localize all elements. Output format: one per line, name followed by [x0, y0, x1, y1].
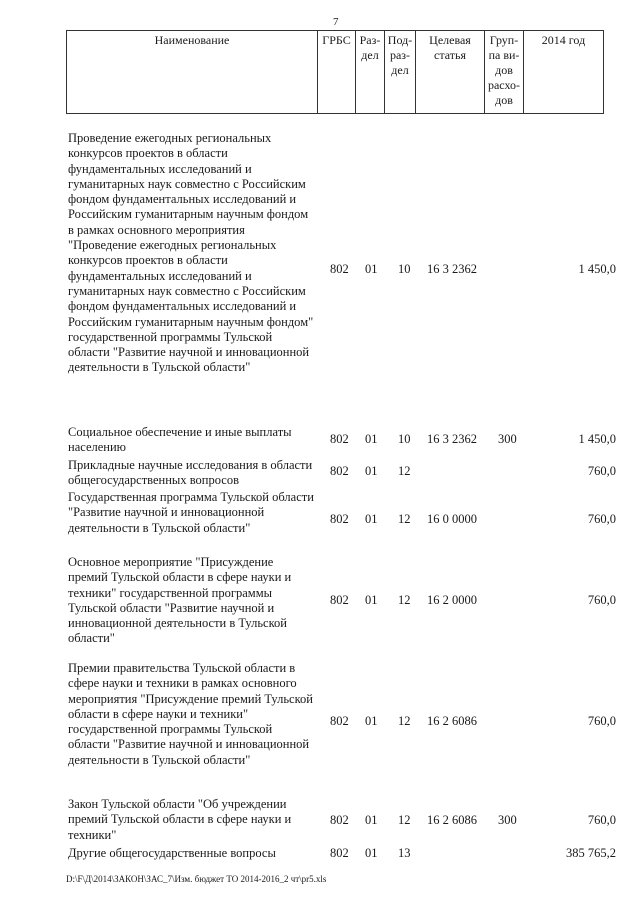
row-name: Закон Тульской области "Об учреждении премий Тульской области в сфере науки и техники" [68, 797, 292, 842]
row-sum: 760,0 [587, 464, 616, 478]
table-row [68, 490, 616, 552]
row-razdel: 01 [365, 714, 378, 728]
header-podrazdel: Под-раз-дел [385, 31, 416, 114]
row-grbs: 802 [330, 512, 349, 526]
row-sum: 760,0 [587, 593, 616, 607]
header-name: Наименование [67, 31, 318, 114]
row-tselevaya: 16 3 2362 [427, 432, 477, 446]
row-tselevaya: 16 2 6086 [427, 714, 477, 728]
row-tselevaya: 16 0 0000 [427, 512, 477, 526]
row-grbs: 802 [330, 464, 349, 478]
row-razdel: 01 [365, 464, 378, 478]
row-name: Проведение ежегодных региональных конкурсов проектов в области фундаментальных исследований и гуманитарных наук совместно с Российским фондом фундаментальных исследований и Российским гуманитарным научным фондом в рамках основного мероприятия "Проведение ежегодных региональных конкурсов проектов в области фундаментальных исследований и гуманитарных наук совместно с Российским фондом фундаментальных исследований и Российским гуманитарным научным фондом" государственной программы Тульской области "Развитие научной и инновационной деятельности в Тульской области" [68, 131, 314, 375]
row-podrazdel: 12 [398, 512, 411, 526]
row-podrazdel: 13 [398, 846, 411, 860]
row-sum: 1 450,0 [578, 432, 616, 446]
table-row [68, 846, 616, 862]
row-sum: 760,0 [587, 813, 616, 827]
header-year: 2014 год [524, 31, 604, 114]
file-path-footer: D:\F\Д\2014\ЗАКОН\ЗАС_7\Изм. бюджет ТО 2014-2016_2 чт\pr5.xls [66, 874, 327, 884]
row-vid: 300 [498, 432, 517, 446]
row-podrazdel: 12 [398, 464, 411, 478]
row-razdel: 01 [365, 593, 378, 607]
row-sum: 760,0 [587, 714, 616, 728]
table-row [68, 131, 616, 409]
row-podrazdel: 12 [398, 714, 411, 728]
row-name: Прикладные научные исследования в области общегосударственных вопросов [68, 458, 313, 488]
row-name: Другие общегосударственные вопросы [68, 846, 276, 860]
page-number: 7 [333, 16, 339, 28]
header-tselevaya: Целевая статья [416, 31, 485, 114]
row-podrazdel: 10 [398, 262, 411, 276]
table-header [66, 30, 604, 114]
table-row [68, 661, 616, 786]
header-grbs: ГРБС [318, 31, 356, 114]
row-name: Премии правительства Тульской области в сфере науки и техники в рамках основного мероприятия "Присуждение премий Тульской области в сфере науки и техники" государственной программы Тульской области "Развитие научной и инновационной деятельности в Тульской области" [68, 661, 313, 767]
header-gruppa: Груп-па ви-дов расхо-дов [485, 31, 524, 114]
header-razdel: Раз-дел [356, 31, 385, 114]
row-name: Социальное обеспечение и иные выплаты населению [68, 425, 292, 455]
row-razdel: 01 [365, 262, 378, 276]
row-grbs: 802 [330, 813, 349, 827]
row-sum: 385 765,2 [566, 846, 616, 860]
row-grbs: 802 [330, 714, 349, 728]
row-tselevaya: 16 2 0000 [427, 593, 477, 607]
row-grbs: 802 [330, 262, 349, 276]
row-grbs: 802 [330, 846, 349, 860]
row-razdel: 01 [365, 813, 378, 827]
table-row [68, 797, 616, 844]
table-row [68, 425, 616, 457]
row-podrazdel: 12 [398, 593, 411, 607]
row-name: Государственная программа Тульской области "Развитие научной и инновационной деятельности в Тульской области" [68, 490, 314, 535]
row-podrazdel: 10 [398, 432, 411, 446]
table-row [68, 458, 616, 490]
row-razdel: 01 [365, 846, 378, 860]
row-razdel: 01 [365, 432, 378, 446]
row-grbs: 802 [330, 593, 349, 607]
row-vid: 300 [498, 813, 517, 827]
row-razdel: 01 [365, 512, 378, 526]
row-name: Основное мероприятие "Присуждение премий Тульской области в сфере науки и техники" государственной программы Тульской области "Развитие научной и инновационной деятельности в Тульской области" [68, 555, 292, 646]
row-tselevaya: 16 2 6086 [427, 813, 477, 827]
table-row [68, 555, 616, 649]
row-podrazdel: 12 [398, 813, 411, 827]
row-sum: 1 450,0 [578, 262, 616, 276]
row-grbs: 802 [330, 432, 349, 446]
row-sum: 760,0 [587, 512, 616, 526]
row-tselevaya: 16 3 2362 [427, 262, 477, 276]
